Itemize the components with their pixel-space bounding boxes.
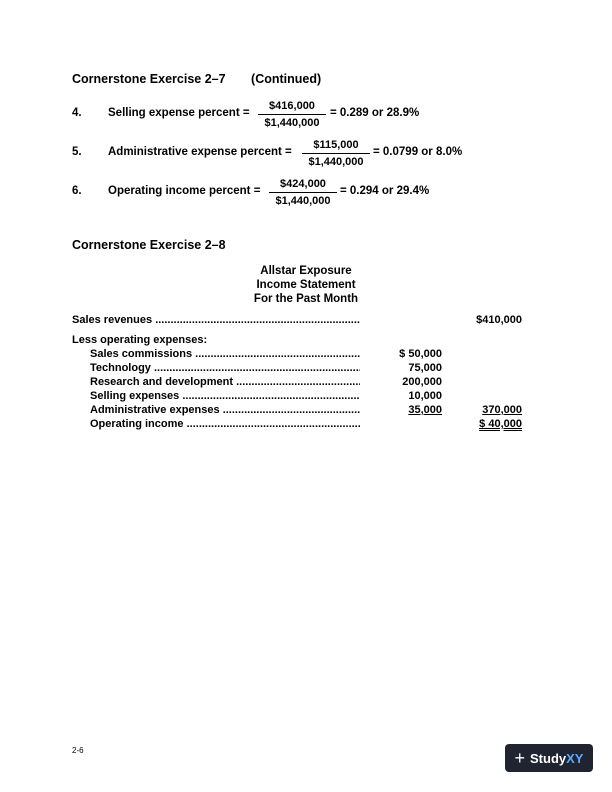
operating-income-label: Operating income ..... (90, 418, 360, 430)
denominator: $1,440,000 (308, 156, 364, 168)
expense-row-label: Technology ..... (90, 362, 360, 374)
brand-suffix: XY (566, 750, 584, 766)
statement-title: Income Statement (256, 279, 356, 291)
brand-prefix: Study (530, 750, 567, 766)
continued-label: (Continued) (251, 72, 322, 86)
less-operating-expenses-label: Less operating expenses: (72, 334, 208, 346)
exercise-2-7-title: Cornerstone Exercise 2–7 (72, 72, 226, 86)
fraction (302, 139, 370, 168)
item-number: 6. (72, 185, 82, 197)
expense-row-label: Research and development ..... (90, 376, 360, 388)
fraction (269, 178, 337, 207)
numerator: $115,000 (302, 139, 370, 154)
item-result: = 0.294 or 29.4% (340, 185, 430, 197)
expense-row-value: 35,000 (408, 404, 442, 416)
operating-income-value: $ 40,000 (479, 418, 522, 430)
fraction (258, 100, 326, 129)
sales-revenues-value: $410,000 (476, 314, 522, 326)
sales-revenues-label: Sales revenues ..... (72, 314, 360, 326)
item-label: Selling expense percent = (108, 107, 250, 119)
expense-row-value: 75,000 (408, 362, 442, 374)
expense-row-value: $ 50,000 (399, 348, 442, 360)
expense-row-value: 10,000 (408, 390, 442, 402)
expense-row-label: Administrative expenses ..... (90, 404, 360, 416)
item-label: Administrative expense percent = (108, 146, 292, 158)
studyxy-badge[interactable] (505, 744, 593, 772)
plus-icon: + (514, 748, 526, 768)
page-number: 2-6 (72, 746, 84, 755)
expense-row-label: Selling expenses ..... (90, 390, 360, 402)
exercise-2-7-heading (72, 72, 321, 86)
numerator: $424,000 (269, 178, 337, 193)
item-number: 5. (72, 146, 82, 158)
denominator: $1,440,000 (275, 195, 331, 207)
item-result: = 0.289 or 28.9% (330, 107, 420, 119)
numerator: $416,000 (258, 100, 326, 115)
item-label: Operating income percent = (108, 185, 261, 197)
item-number: 4. (72, 107, 82, 119)
denominator: $1,440,000 (264, 117, 320, 129)
statement-period: For the Past Month (253, 293, 359, 305)
expense-row-value: 200,000 (402, 376, 442, 388)
total-operating-expenses-value: 370,000 (482, 404, 522, 416)
expense-row-label: Sales commissions ..... (90, 348, 360, 360)
exercise-2-8-heading: Cornerstone Exercise 2–8 (72, 238, 226, 252)
company-name: Allstar Exposure (260, 265, 352, 277)
item-result: = 0.0799 or 8.0% (373, 146, 463, 158)
